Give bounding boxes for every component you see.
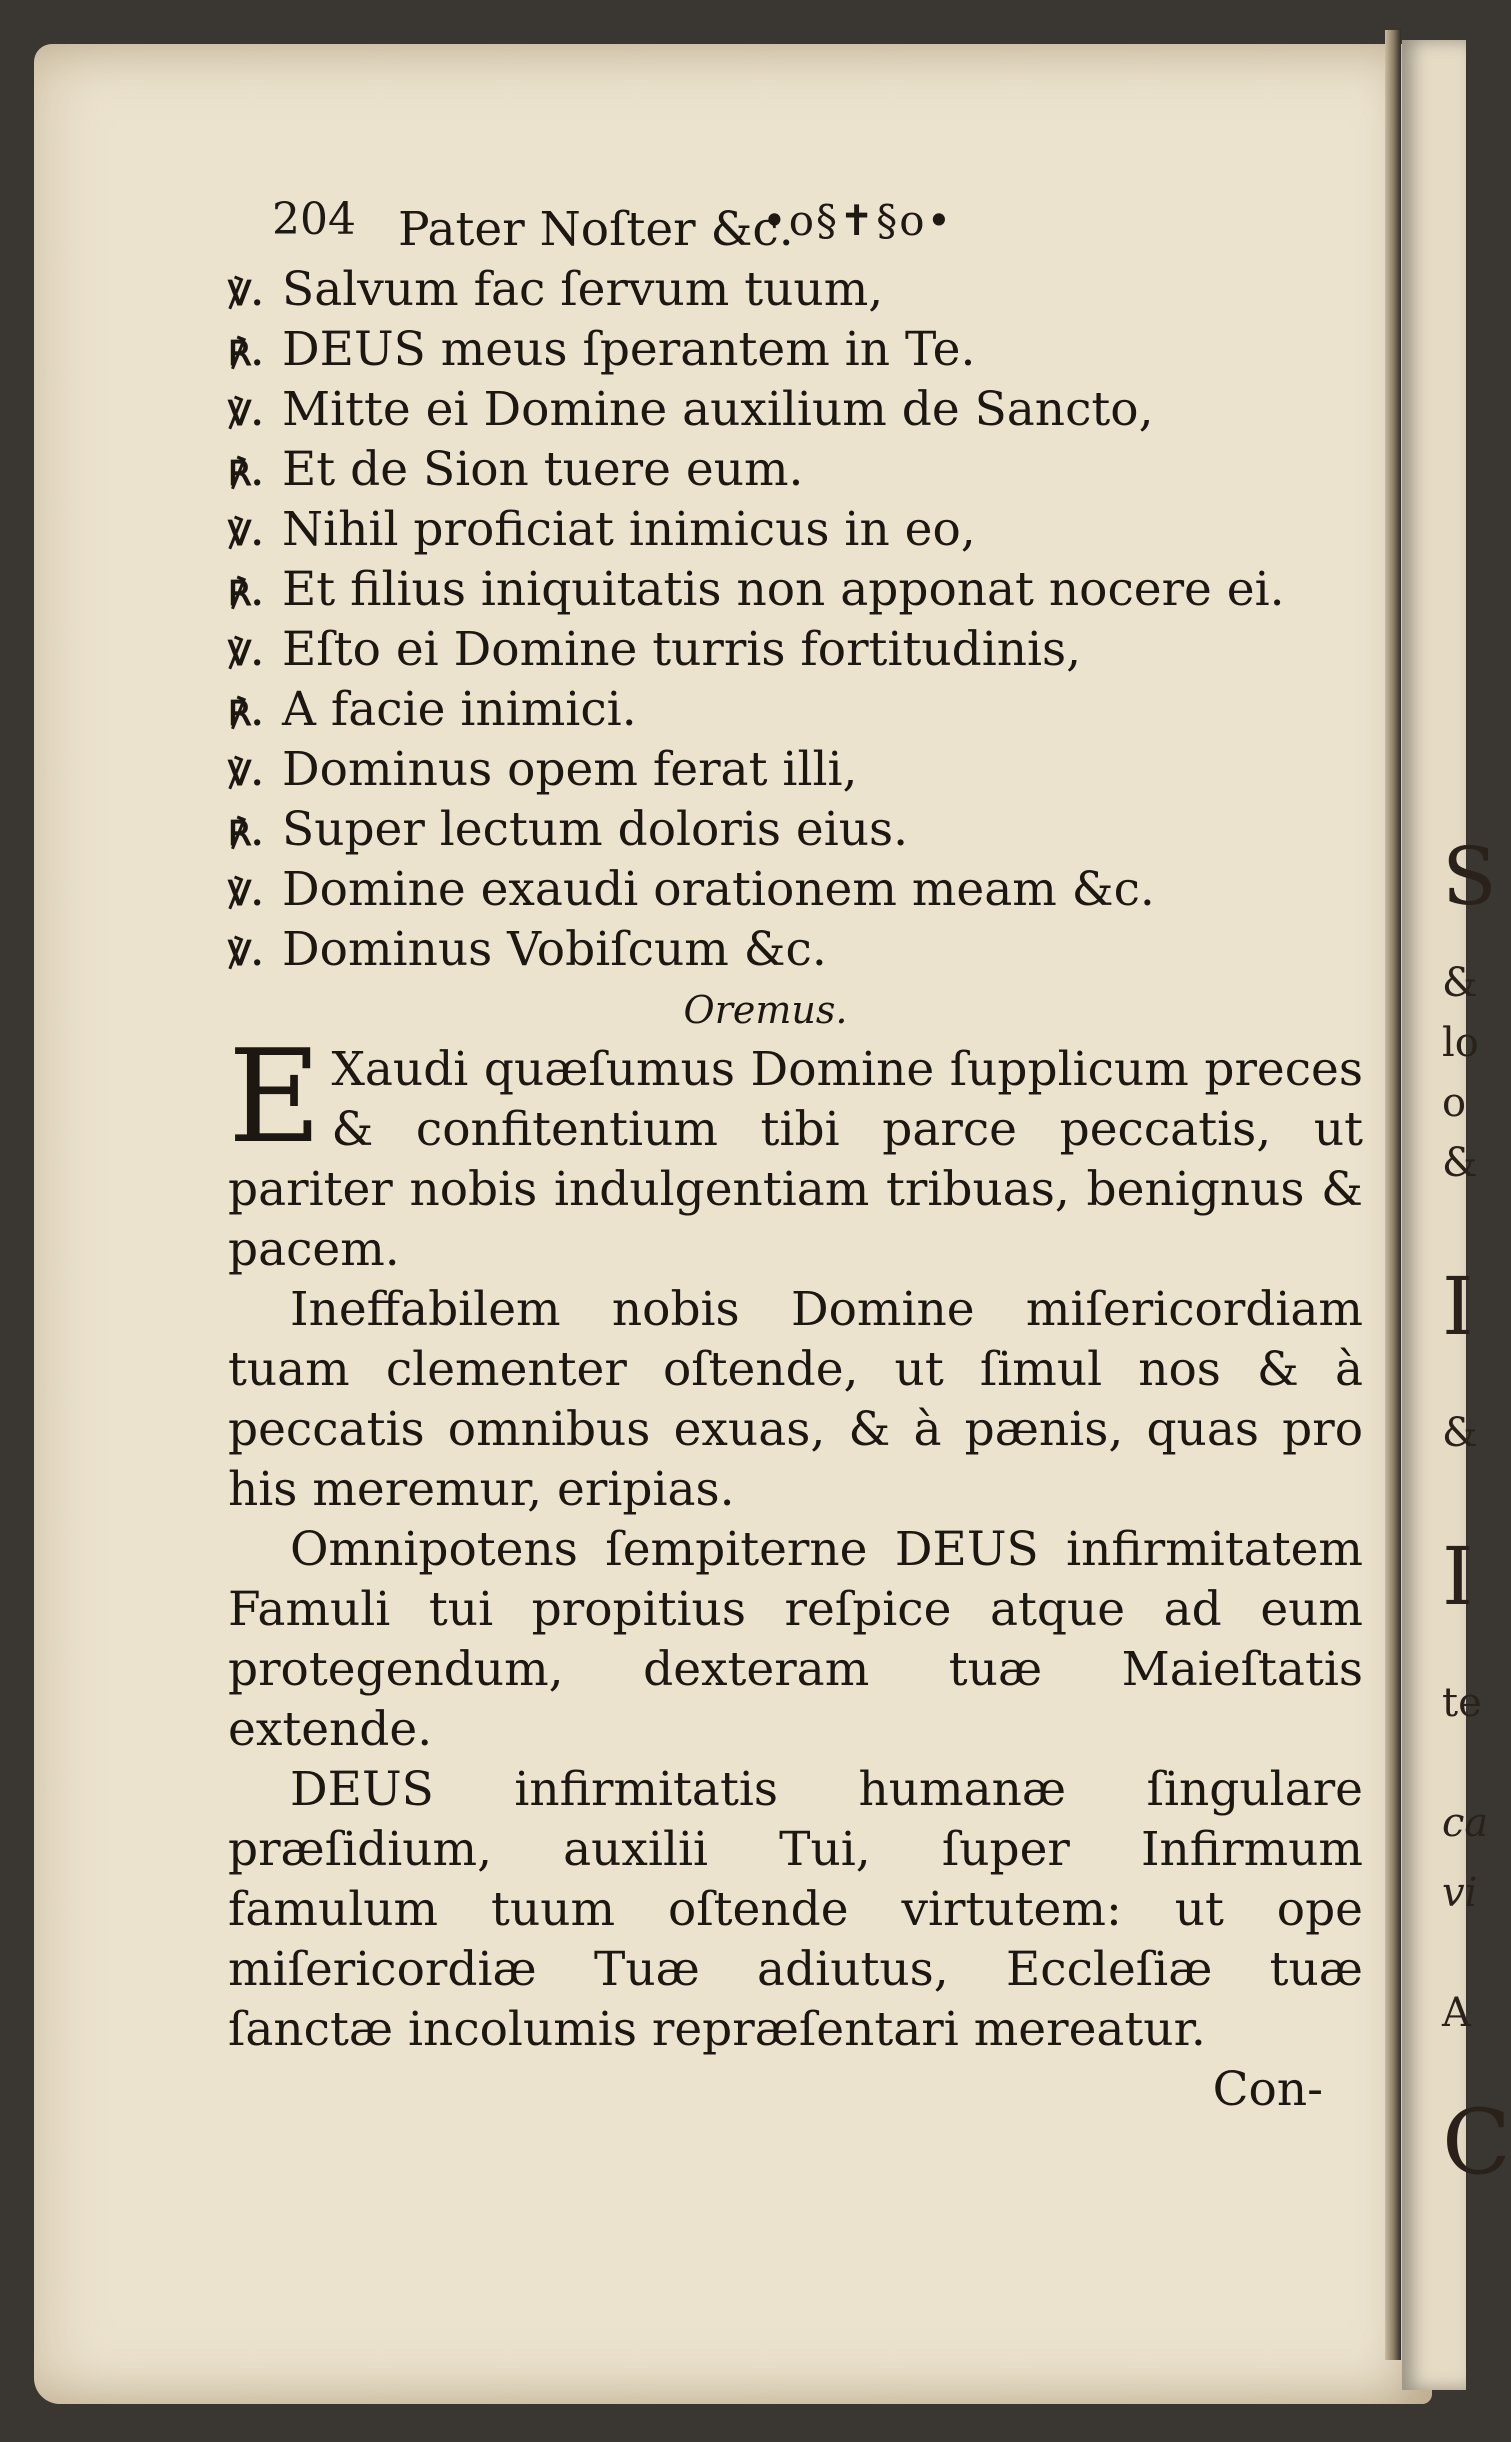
- versicle-text: Dominus Vobiſcum &c.: [282, 922, 827, 977]
- response-text: A facie inimici.: [282, 682, 637, 737]
- book-gutter: [1385, 30, 1401, 2360]
- header-ornament: •o§✝§o•: [762, 196, 954, 245]
- versicle-sign: ℣.: [228, 274, 264, 314]
- facing-fragment: o: [1442, 1080, 1467, 1126]
- response-text: DEUS meus ſperantem in Te.: [282, 322, 976, 377]
- facing-fragment: &: [1442, 960, 1478, 1006]
- prayer-paragraph: DEUS infirmitatis humanæ ſingulare præſidium, auxilii Tui, ſuper Infirmum famulum tuum oſtende virtutem: ut ope miſericordiæ Tuæ adiutus, Eccleſiæ tuæ ſanctæ incolumis repræſentari mereatur.: [228, 1762, 1363, 2057]
- facing-fragment: S: [1442, 830, 1497, 923]
- versicle-line: [228, 620, 1363, 680]
- response-line: [228, 560, 1363, 620]
- response-sign: ℟.: [228, 334, 264, 374]
- prayer-paragraph: Ineffabilem nobis Domine miſericordiam tuam clementer oſtende, ut ſimul nos & à peccatis omnibus exuas, & à pænis, quas pro his meremur, eripias.: [228, 1282, 1363, 1517]
- response-line: [228, 440, 1363, 500]
- page-text: [228, 200, 1363, 2120]
- versicle-sign: ℣.: [228, 394, 264, 434]
- response-sign: ℟.: [228, 694, 264, 734]
- versicle-text: Eſto ei Domine turris fortitudinis,: [282, 622, 1082, 677]
- facing-fragment: I: [1442, 1260, 1474, 1353]
- heading-pater-noster: Pater Noſter &c.: [398, 202, 794, 257]
- versicle-line: [228, 860, 1363, 920]
- response-text: Super lectum doloris eius.: [282, 802, 909, 857]
- prayer-text: Xaudi quæſumus Domine ſupplicum preces & confitentium tibi parce peccatis, ut pariter nobis indulgentiam tribuas, benignus & pacem.: [228, 1042, 1363, 1277]
- versicle-sign: ℣.: [228, 754, 264, 794]
- versicle-text: Salvum fac ſervum tuum,: [282, 262, 884, 317]
- facing-fragment: ca: [1442, 1800, 1489, 1846]
- facing-fragment: vi: [1442, 1870, 1478, 1916]
- catchword: Con-: [1212, 2062, 1323, 2117]
- versicle-line: [228, 260, 1363, 320]
- response-sign: ℟.: [228, 454, 264, 494]
- versicle-text: Domine exaudi orationem meam &c.: [282, 862, 1155, 917]
- versicle-text: Nihil proficiat inimicus in eo,: [282, 502, 976, 557]
- drop-capital: E: [228, 1023, 322, 1172]
- versicle-text: Dominus opem ferat illi,: [282, 742, 858, 797]
- response-sign: ℟.: [228, 574, 264, 614]
- versicle-line: [228, 920, 1363, 980]
- facing-fragment: lo: [1442, 1020, 1479, 1066]
- prayer-paragraph: Omnipotens ſempiterne DEUS infirmitatem Famuli tui propitius reſpice atque ad eum protegendum, dexteram tuæ Maieſtatis extende.: [228, 1522, 1363, 1757]
- versicle-sign: ℣.: [228, 934, 264, 974]
- versicle-line: [228, 380, 1363, 440]
- versicle-sign: ℣.: [228, 514, 264, 554]
- response-text: Et de Sion tuere eum.: [282, 442, 804, 497]
- facing-fragment: &: [1442, 1410, 1478, 1456]
- response-line: [228, 680, 1363, 740]
- response-sign: ℟.: [228, 814, 264, 854]
- facing-fragment: te: [1442, 1680, 1482, 1726]
- facing-fragment: I: [1442, 1530, 1474, 1623]
- facing-fragment: &: [1442, 1140, 1478, 1186]
- response-line: [228, 320, 1363, 380]
- facing-fragment: A: [1442, 1990, 1471, 2036]
- versicle-sign: ℣.: [228, 634, 264, 674]
- prayer-paragraph: [228, 1023, 1363, 1280]
- page-number: 204: [272, 194, 356, 245]
- versicle-line: [228, 740, 1363, 800]
- versicle-line: [228, 500, 1363, 560]
- response-text: Et filius iniquitatis non apponat nocere ei.: [282, 562, 1285, 617]
- versicle-sign: ℣.: [228, 874, 264, 914]
- response-line: [228, 800, 1363, 860]
- oremus-title: Oremus.: [683, 988, 848, 1032]
- facing-page-edge: [1402, 40, 1511, 2390]
- versicle-text: Mitte ei Domine auxilium de Sancto,: [282, 382, 1154, 437]
- facing-fragment: C: [1442, 2090, 1511, 2195]
